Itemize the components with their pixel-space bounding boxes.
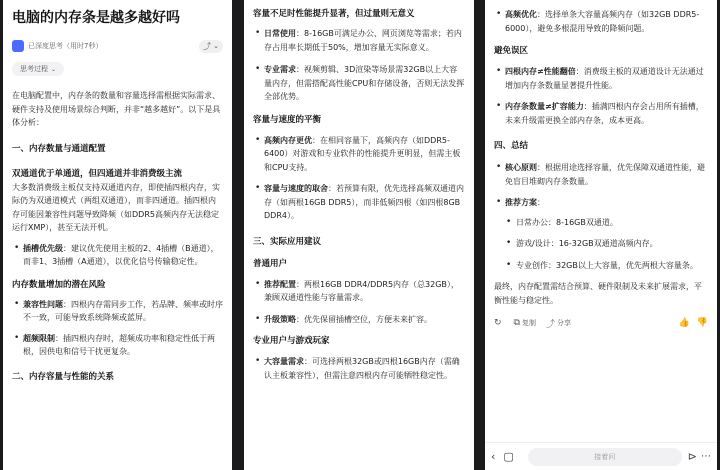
sub-list-item: • 游戏/设计：16-32GB双通道高频内存。	[494, 237, 708, 251]
conclusion-paragraph: 最终，内存配置需结合预算、硬件限制及未来扩展需求，平衡性能与稳定性。	[494, 282, 702, 305]
tabs-icon[interactable]: ▢	[503, 450, 514, 463]
think-process-label: 思考过程	[20, 65, 48, 73]
answer-intro: 在电脑配置中，内存条的数量和容量选择需根据实际需求、硬件支持及使用场景综合判断，并非“越多越好”。以下是具体分析：	[12, 91, 221, 127]
refresh-icon: ↻	[494, 318, 502, 328]
sub-list-item: • 专业创作：32GB以上大容量，优先两根大容量条。	[494, 259, 708, 273]
message-actions	[494, 315, 708, 331]
share-button[interactable]	[546, 317, 571, 330]
sub-list-item: • 日常办公：8-16GB双通道。	[494, 216, 708, 230]
share-icon: ⤴	[203, 41, 212, 51]
section-heading: 一、内存数量与通道配置	[12, 143, 106, 154]
chevron-down-icon: ⌄	[213, 42, 219, 50]
list-item: • 日常使用：8-16GB可满足办公、网页浏览等需求；若内存占用率长期低于50%，增加容量无实际意义。	[253, 27, 465, 54]
thumbs-down-icon[interactable]: 👎	[696, 318, 708, 328]
chat-panel-left[interactable]	[3, 0, 232, 470]
list-item: • 高频内存更优：在相同容量下，高频内存（如DDR5-6400）对游戏和专业软件的性能提升更明显，但需主板和CPU支持。	[253, 134, 465, 175]
list-item: • 核心原则：根据用途选择容量，优先保障双通道性能，避免盲目堆砌内存条数量。	[494, 161, 708, 188]
think-process-toggle[interactable]	[12, 62, 64, 76]
section-heading: 四、总结	[494, 141, 529, 151]
list-item: • 升级策略：优先保留插槽空位，方便未来扩容。	[253, 313, 465, 327]
list-item: • 四根内存≠性能翻倍：消费级主板的双通道设计无法通过增加内存条数量显著提升性能。	[494, 65, 708, 92]
copy-icon: ⧉	[513, 318, 520, 328]
list-item: • 大容量需求：可选择两根32GB或四根16GB内存（需确认主板兼容性），但需注意四根内存可能牺牲稳定性。	[253, 355, 465, 382]
list-item: • 专业需求：视频剪辑、3D渲染等场景需32GB以上大容量内存，但需搭配高性能CPU和存储设备，否则无法发挥全部优势。	[253, 63, 465, 104]
paragraph: 大多数消费级主板仅支持双通道内存，即使插四根内存，实际仍为双通道模式（两组双通道），而非四通道。插四根内存可能因兼容性问题导致降频（如DDR5高频内存无法稳定运行XMP），甚至无法开机。	[12, 182, 220, 232]
deepseek-logo-icon	[12, 40, 24, 52]
list-item: • 推荐配置：两根16GB DDR4/DDR5内存（总32GB），兼顾双通道性能与容量需求。	[253, 278, 465, 305]
list-item: • 超频限制：插四根内存时，超频成功率和稳定性低于两根，因供电和信号干扰更复杂。	[12, 332, 223, 359]
subheading: 容量与速度的平衡	[253, 114, 322, 125]
share-menu-button[interactable]	[199, 40, 223, 53]
subheading: 内存数量增加的潜在风险	[12, 279, 106, 290]
feedback-group	[672, 318, 708, 328]
section-heading: 二、内存容量与性能的关系	[12, 371, 115, 382]
question-title: 电脑的内存条是越多越好吗	[12, 10, 180, 26]
thumbs-up-icon[interactable]: 👍	[678, 318, 690, 328]
list-item: • 容量与速度的取舍：若预算有限，优先选择高频双通道内存（如两根16GB DDR5），而非低频四根（如四根8GB DDR4）。	[253, 182, 465, 223]
list-item: • 兼容性问题：四根内存需同步工作，若品牌、频率或时序不一致，可能导致系统降频或蓝屏。	[12, 298, 223, 325]
ask-input[interactable]: 接着问	[528, 448, 682, 466]
subheading: 专业用户与游戏玩家	[253, 336, 330, 346]
list-item: • 推荐方案：	[494, 196, 708, 210]
subheading: 避免误区	[494, 46, 529, 56]
subheading: 容量不足时性能提升显著，但过量则无意义	[253, 9, 415, 19]
copy-button[interactable]	[514, 318, 536, 328]
list-item: • 高频优化：选择单条大容量高频内存（如32GB DDR5-6000），避免多根混用导致的降频问题。	[494, 8, 708, 35]
more-icon[interactable]: ⋯	[701, 451, 711, 462]
subheading: 普通用户	[253, 258, 288, 269]
list-item: • 插槽优先级：建议优先使用主板的2、4插槽（B通道），而非1、3插槽（A通道），以优化信号传输稳定性。	[12, 242, 223, 269]
section-heading: 三、实际应用建议	[253, 236, 322, 247]
list-item: • 内存条数量≠扩容能力：插满四根内存会占用所有插槽，未来升级需更换全部内存条，成本更高。	[494, 100, 708, 127]
share-icon: ⤴	[545, 319, 555, 330]
chat-panel-middle[interactable]	[244, 0, 474, 470]
chat-panel-right[interactable]	[485, 0, 717, 470]
deepthink-status-row	[12, 37, 223, 55]
subheading: 双通道优于单通道，但四通道并非消费级主流	[12, 168, 183, 179]
copy-label: 复制	[521, 319, 536, 327]
deepthink-status: 已深度思考（用时7秒）	[28, 42, 103, 50]
regenerate-button[interactable]	[494, 318, 504, 328]
chevron-down-icon: ⌄	[51, 66, 57, 73]
back-icon[interactable]: ‹	[491, 450, 496, 463]
bottom-input-bar	[485, 442, 717, 470]
share-label: 分享	[557, 319, 571, 327]
send-icon[interactable]: ⊳	[687, 450, 697, 463]
